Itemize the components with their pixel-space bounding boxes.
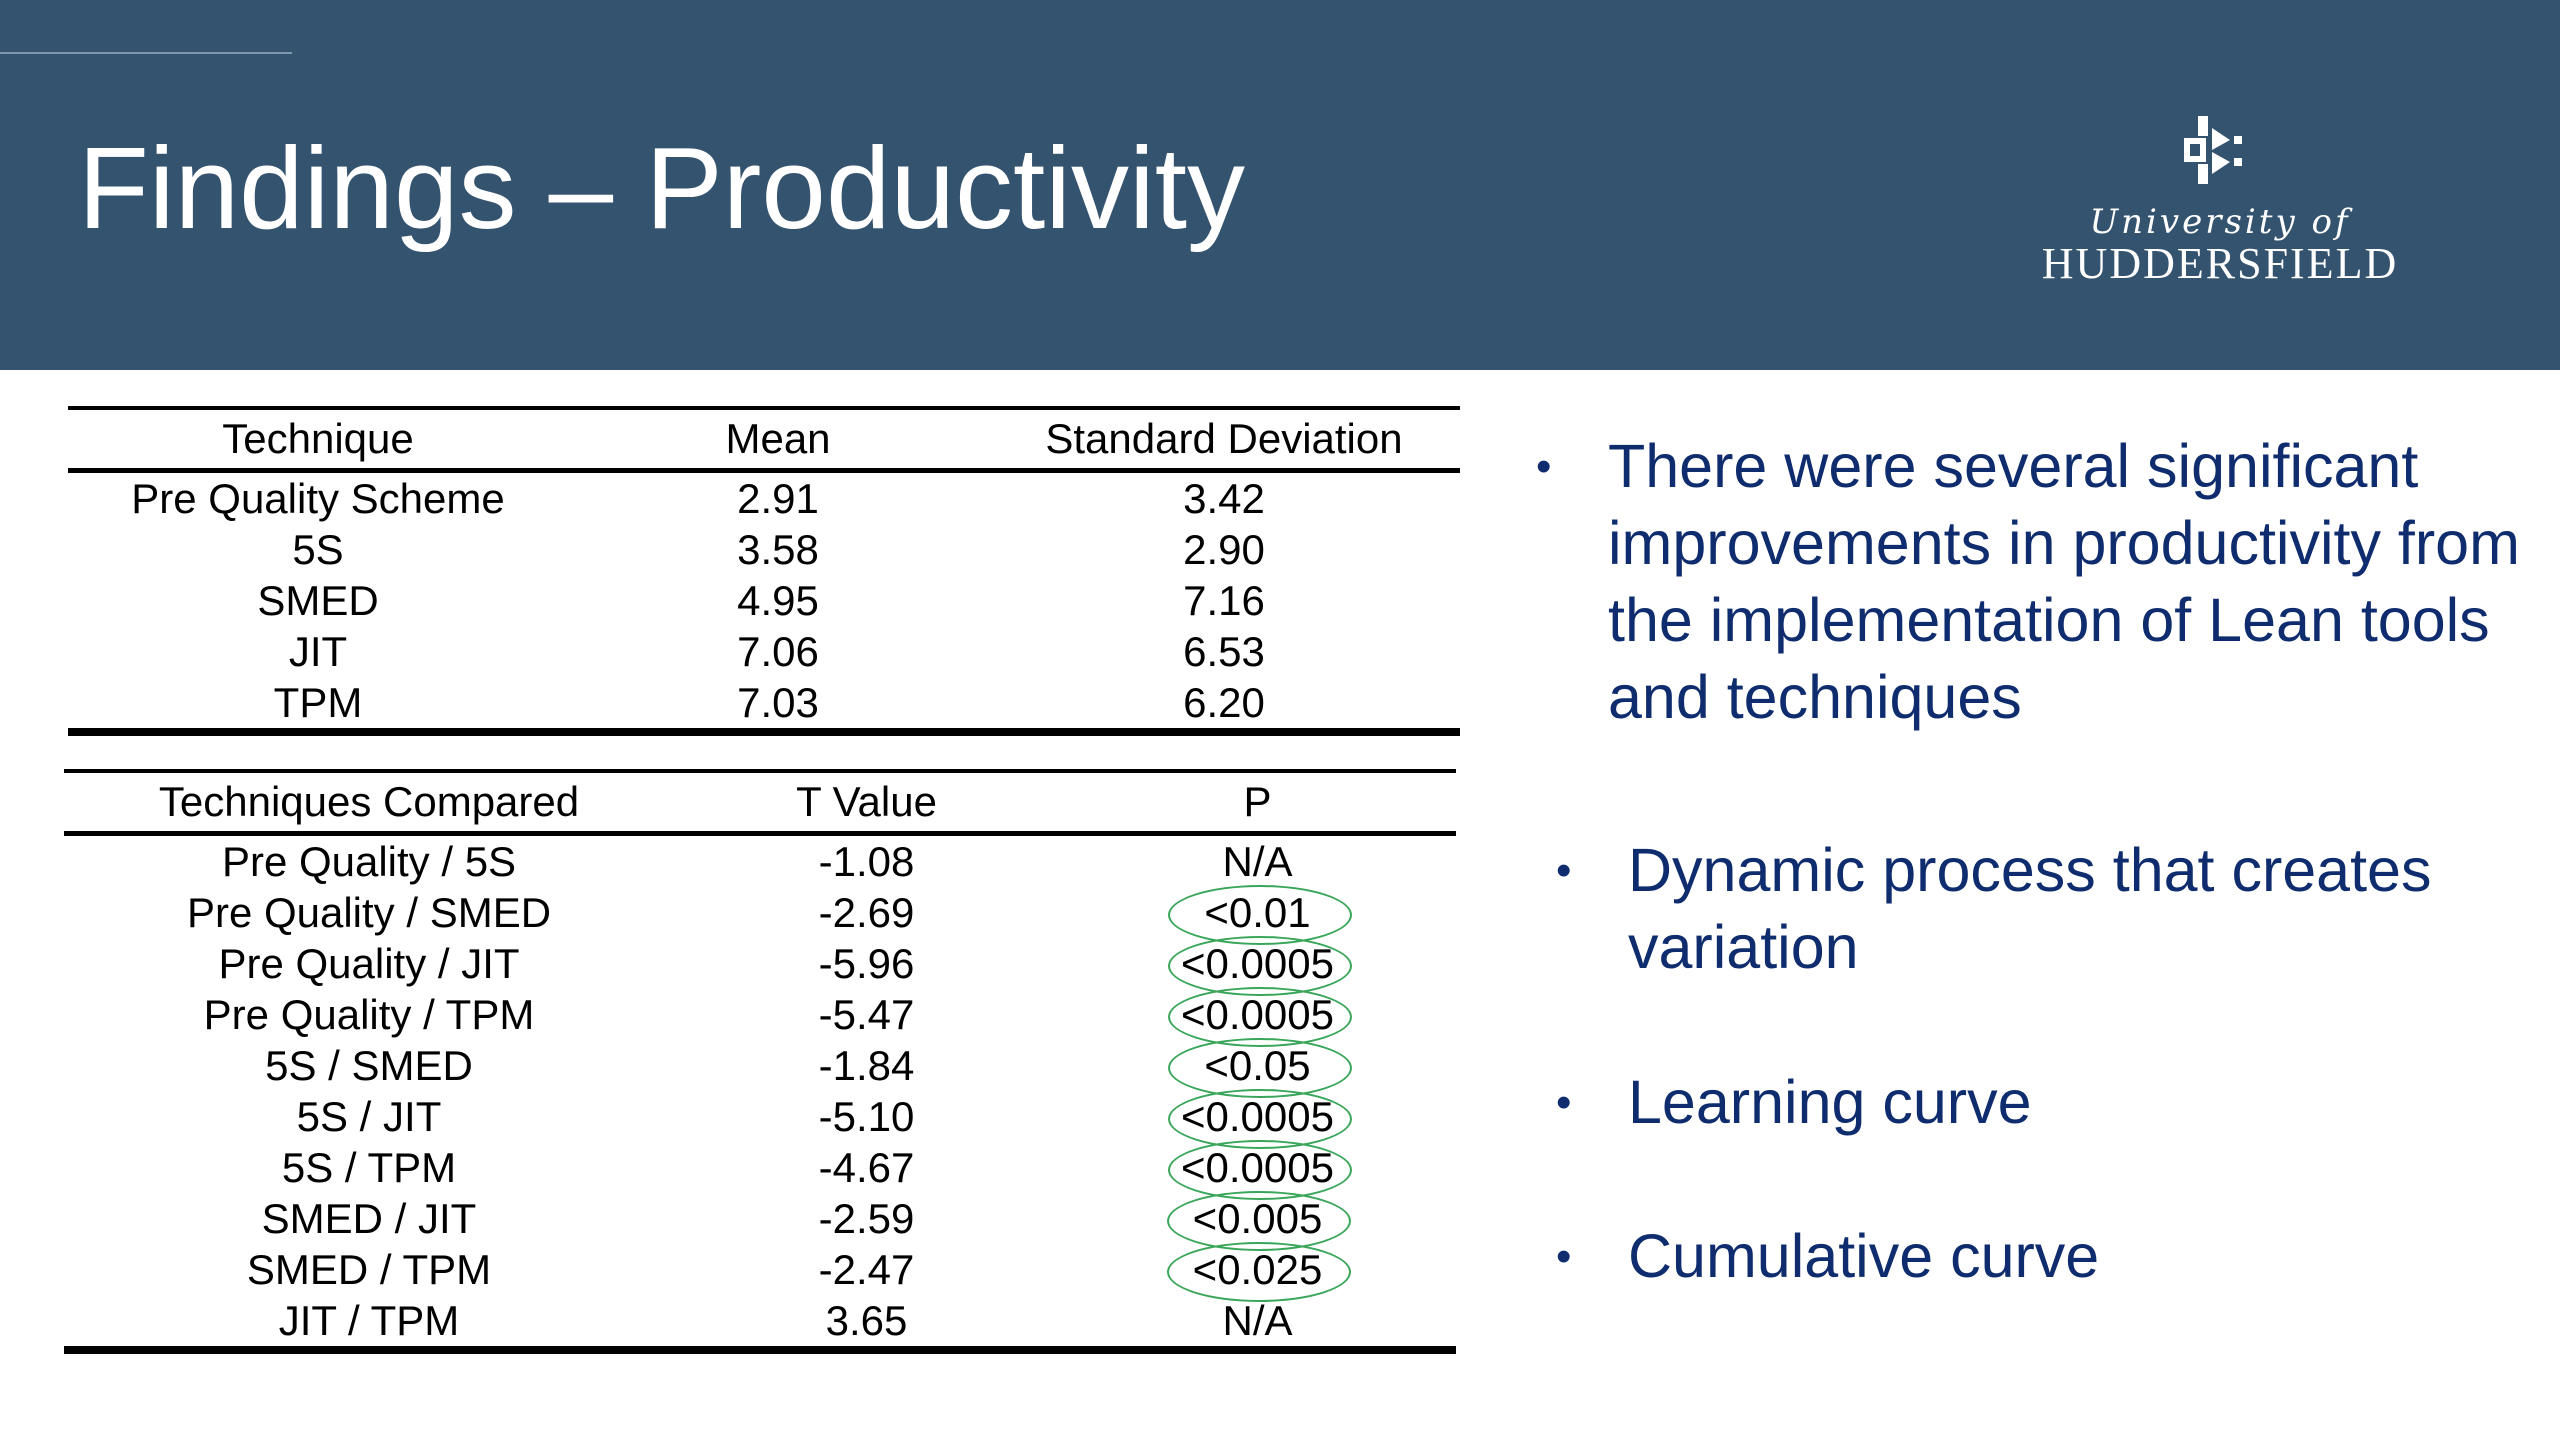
table-cell: 7.16 <box>1183 577 1265 624</box>
table-cell: 6.53 <box>1183 628 1265 675</box>
table-row <box>64 1091 1456 1142</box>
table-cell <box>1059 989 1456 1040</box>
bullet-text: Dynamic process that creates variation <box>1628 836 2432 981</box>
means-table <box>68 406 1460 736</box>
column-header: Mean <box>568 408 988 471</box>
table-cell <box>1059 1295 1456 1350</box>
p-value-highlighted: <0.0005 <box>1175 1091 1340 1142</box>
table-cell: -4.67 <box>818 1144 915 1191</box>
p-value-highlighted: <0.0005 <box>1175 938 1340 989</box>
ttest-table <box>64 769 1456 1354</box>
table-cell: -5.10 <box>818 1093 915 1140</box>
table-row <box>64 1142 1456 1193</box>
bullet-item <box>1556 1064 2528 1141</box>
table-cell: JIT <box>288 628 348 675</box>
table-header-row <box>64 771 1456 834</box>
table-cell <box>1059 1040 1456 1091</box>
table-cell: 3.58 <box>737 526 819 573</box>
table-cell: 4.95 <box>737 577 819 624</box>
bullet-text: There were several significant improvements in productivity from the implementation of Lean tools and techniques <box>1608 432 2520 731</box>
table-cell: SMED <box>257 577 379 624</box>
table-cell <box>1059 1244 1456 1295</box>
table-cell: Pre Quality / SMED <box>186 889 552 936</box>
table-cell <box>1059 938 1456 989</box>
table-cell: Pre Quality / TPM <box>203 991 535 1038</box>
table-cell: -2.47 <box>818 1246 915 1293</box>
table-cell: 6.20 <box>988 677 1460 732</box>
table-cell <box>1059 1142 1456 1193</box>
bullet-dot-icon: • <box>1556 1232 1572 1281</box>
table-row <box>64 1193 1456 1244</box>
logo-text-huddersfield: HUDDERSFIELD <box>2041 239 2399 288</box>
p-value-highlighted: <0.025 <box>1187 1244 1329 1295</box>
table-cell: -1.84 <box>818 1042 915 1089</box>
table-cell: 5S <box>292 526 344 573</box>
table-cell: SMED / JIT <box>261 1195 477 1242</box>
table-row <box>68 524 1460 575</box>
table-row <box>68 471 1460 525</box>
table-cell: SMED / TPM <box>246 1246 492 1293</box>
table-cell: Pre Quality / 5S <box>221 838 517 885</box>
table-row <box>64 834 1456 888</box>
header-rule <box>0 52 292 54</box>
table-cell: 5S / JIT <box>296 1093 442 1140</box>
table-cell: 7.06 <box>737 628 819 675</box>
table-row <box>64 989 1456 1040</box>
bullet-text: Learning curve <box>1628 1068 2032 1136</box>
table-cell: 5S / TPM <box>281 1144 457 1191</box>
table-row <box>68 626 1460 677</box>
p-value-highlighted: <0.0005 <box>1175 989 1340 1040</box>
p-value-highlighted: <0.05 <box>1198 1040 1316 1091</box>
p-value-highlighted: <0.01 <box>1198 887 1316 938</box>
bullet-item <box>1536 428 2538 736</box>
column-header: P <box>1059 771 1456 834</box>
table-cell: 7.03 <box>568 677 988 732</box>
bullet-text: Cumulative curve <box>1628 1222 2100 1290</box>
table-cell <box>1059 834 1456 888</box>
table-cell <box>1059 1193 1456 1244</box>
p-value: N/A <box>1222 838 1293 885</box>
column-header: Standard Deviation <box>988 408 1460 471</box>
table-cell <box>1059 887 1456 938</box>
column-header: Technique <box>68 408 568 471</box>
table-cell: 3.65 <box>674 1295 1059 1350</box>
bullet-item <box>1556 832 2528 986</box>
table-row <box>64 1244 1456 1295</box>
table-cell: -2.69 <box>818 889 915 936</box>
table-row <box>64 1040 1456 1091</box>
table-cell: TPM <box>68 677 568 732</box>
bullet-dot-icon: • <box>1536 442 1552 491</box>
table-cell: Pre Quality / JIT <box>218 940 520 987</box>
logo-text-university: University of <box>2089 202 2351 242</box>
table-cell: Pre Quality Scheme <box>131 475 505 522</box>
p-value-highlighted: <0.0005 <box>1175 1142 1340 1193</box>
university-logo <box>2010 110 2430 290</box>
slide-title: Findings – Productivity <box>78 123 1245 253</box>
table-row <box>64 887 1456 938</box>
table-cell: 5S / SMED <box>265 1042 473 1089</box>
table-cell: -5.96 <box>818 940 915 987</box>
table-row <box>64 1295 1456 1350</box>
bullet-dot-icon: • <box>1556 1078 1572 1127</box>
table-cell: 3.42 <box>1183 475 1265 522</box>
p-value: N/A <box>1222 1297 1293 1344</box>
table-row <box>68 575 1460 626</box>
bullet-dot-icon: • <box>1556 846 1572 895</box>
table-cell: -5.47 <box>818 991 915 1038</box>
table-cell: -1.08 <box>818 838 915 885</box>
header-banner <box>0 0 2560 370</box>
table-cell: 2.91 <box>737 475 819 522</box>
table-row <box>68 677 1460 732</box>
huddersfield-crest-icon <box>2180 110 2250 190</box>
table-cell: -2.59 <box>818 1195 915 1242</box>
p-value-highlighted: <0.005 <box>1187 1193 1329 1244</box>
table-cell: JIT / TPM <box>64 1295 674 1350</box>
table-cell <box>1059 1091 1456 1142</box>
bullet-item <box>1556 1218 2528 1295</box>
table-row <box>64 938 1456 989</box>
column-header: T Value <box>674 771 1059 834</box>
table-cell: 2.90 <box>1183 526 1265 573</box>
table-header-row <box>68 408 1460 471</box>
column-header: Techniques Compared <box>64 771 674 834</box>
